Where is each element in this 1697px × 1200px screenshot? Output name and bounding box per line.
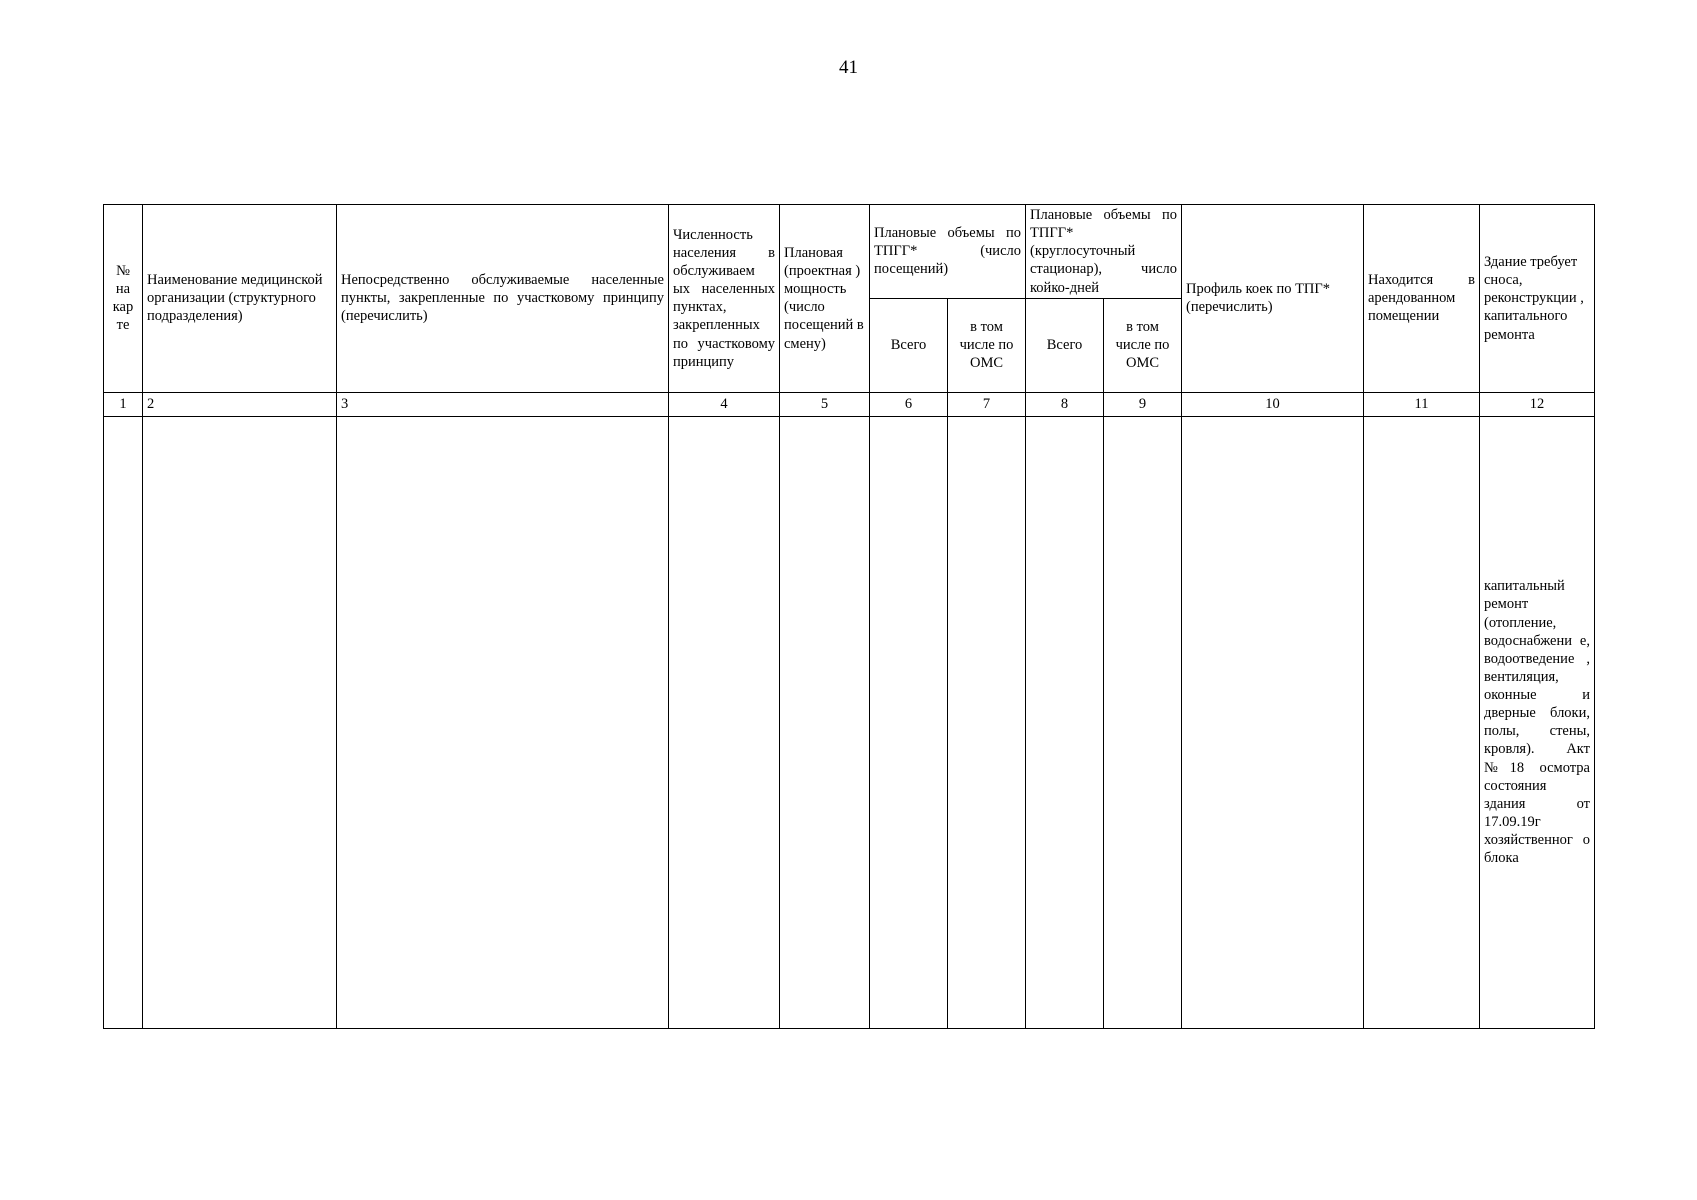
column-number: 10: [1182, 392, 1364, 416]
column-number: 6: [870, 392, 948, 416]
table-cell: [337, 416, 669, 1028]
table-cell: [669, 416, 780, 1028]
header-col-12: Здание требует сноса, реконструкции , капитального ремонта: [1480, 205, 1595, 393]
header-col-4: Численность населения в обслуживаем ых населенных пунктах, закрепленных по участковому принципу: [669, 205, 780, 393]
column-number: 4: [669, 392, 780, 416]
header-col-11: Находится в арендованном помещении: [1364, 205, 1480, 393]
column-number: 2: [143, 392, 337, 416]
column-number: 8: [1026, 392, 1104, 416]
header-group-6-7: Плановые объемы по ТПГГ* (число посещений): [870, 205, 1026, 299]
page-number: 41: [839, 57, 858, 78]
column-number: 9: [1104, 392, 1182, 416]
table-cell: [1364, 416, 1480, 1028]
column-number: 12: [1480, 392, 1595, 416]
header-col-3: Непосредственно обслуживаемые населенные пункты, закрепленные по участковому принципу (перечислить): [337, 205, 669, 393]
table-cell: [1182, 416, 1364, 1028]
header-col-5: Плановая (проектная ) мощность (число посещений в смену): [780, 205, 870, 393]
table-cell: [948, 416, 1026, 1028]
header-col-6: Всего: [870, 298, 948, 392]
column-number: 3: [337, 392, 669, 416]
column-number: 11: [1364, 392, 1480, 416]
header-col-1: № на кар те: [104, 205, 143, 393]
column-number-row: [104, 392, 1595, 416]
table-row: [104, 416, 1595, 1028]
table-cell: [1104, 416, 1182, 1028]
header-col-10: Профиль коек по ТПГ* (перечислить): [1182, 205, 1364, 393]
header-col-7: в том числе по ОМС: [948, 298, 1026, 392]
header-col-9: в том числе по ОМС: [1104, 298, 1182, 392]
header-col-8: Всего: [1026, 298, 1104, 392]
column-number: 1: [104, 392, 143, 416]
header-col-2: Наименование медицинской организации (структурного подразделения): [143, 205, 337, 393]
column-number: 7: [948, 392, 1026, 416]
data-table: [103, 204, 1595, 1029]
table-cell: [1026, 416, 1104, 1028]
table-cell: [870, 416, 948, 1028]
header-group-8-9: Плановые объемы по ТПГГ* (круглосуточный стационар), число койко-дней: [1026, 205, 1182, 299]
table-cell: [780, 416, 870, 1028]
column-number: 5: [780, 392, 870, 416]
table-cell: [104, 416, 143, 1028]
table-cell: [143, 416, 337, 1028]
header-row-1: [104, 205, 1595, 299]
table-cell-col-12: капитальный ремонт (отопление, водоснабжени е, водоотведение , вентиляция, оконные и дверные блоки, полы, стены, кровля). Акт №18 осмотра состояния здания от 17.09.19г хозяйственног о блока: [1480, 416, 1595, 1028]
